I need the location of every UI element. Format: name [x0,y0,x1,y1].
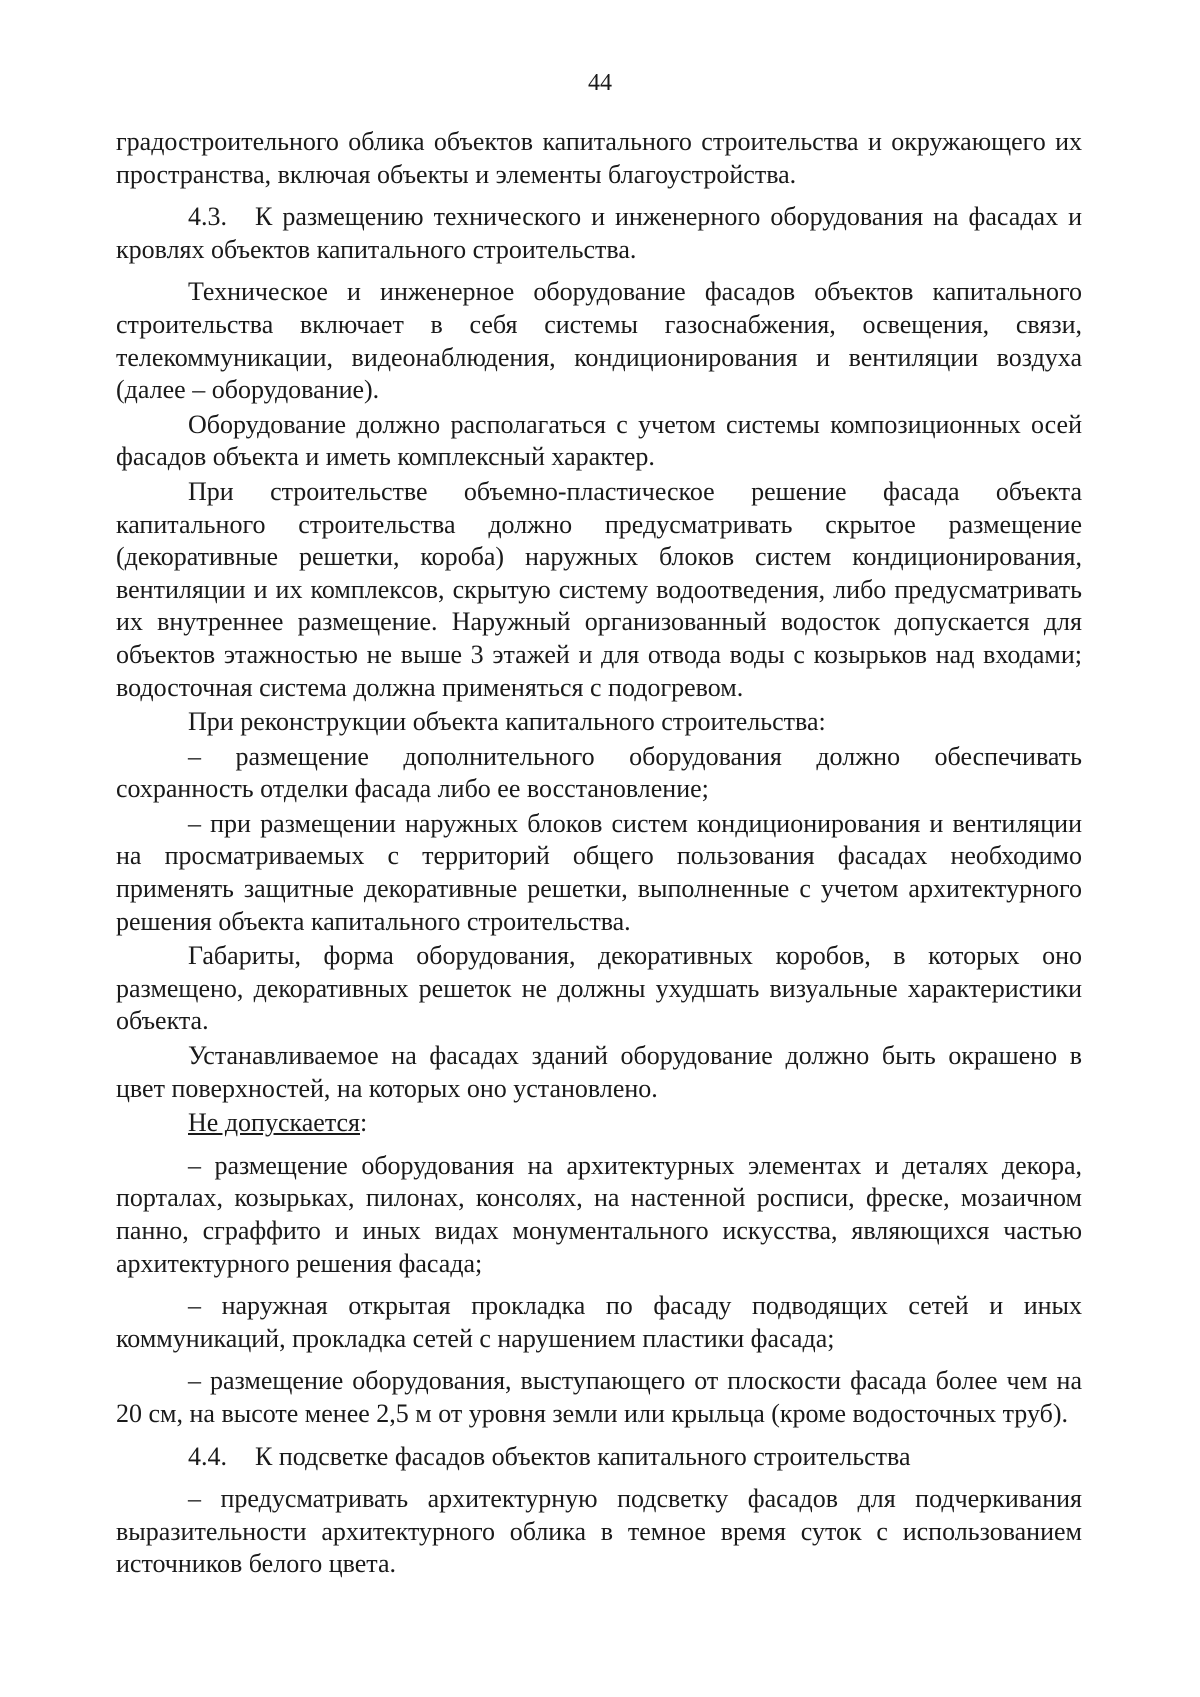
list-item-protective-grilles: – при размещении наружных блоков систем кондиционирования и вентиляции на просматриваемых с территорий общего пользования фасадах необходимо применять защитные декоративные решетки, выполненные с учетом архитектурного решения объекта капитального строительства. [116,808,1082,936]
not-allowed-colon: : [360,1108,368,1138]
paragraph-reconstruction: При реконструкции объекта капитального строительства: [188,707,826,737]
paragraph-painting: Устанавливаемое на фасадах зданий оборудование должно быть окрашено в цвет поверхностей, на которых оно установлено. [116,1041,1082,1103]
paragraph-dimensions: Габариты, форма оборудования, декоративных коробов, в которых оно размещено, декоративных решеток не должны ухудшать визуальные характеристики объекта. [116,941,1082,1036]
section-4-3-heading [116,201,1082,266]
paragraph-construction: При строительстве объемно-пластическое решение фасада объекта капитального строительства должно предусматривать скрытое размещение (декоративные решетки, короба) наружных блоков систем кондиционирования, вентиляции и их комплексов, скрытую систему водоотведения, либо предусматривать их внутреннее размещение. Наружный организованный водосток допускается для объектов этажностью не выше 3 этажей и для отвода воды с козырьков над входами; водосточная система должна применяться с подогревом. [116,476,1082,702]
not-allowed-label: Не допускается [188,1108,360,1138]
page-number: 44 [588,70,612,96]
paragraph-equipment-definition: Техническое и инженерное оборудование фасадов объектов капитального строительства включает в себя системы газоснабжения, освещения, связи, телекоммуникации, видеонаблюдения, кондиционирования и вентиляции воздуха (далее – оборудование). [116,277,1082,405]
list-item-protruding-equipment: – размещение оборудования, выступающего от плоскости фасада более чем на 20 см, на высоте менее 2,5 м от уровня земли или крыльца (кроме водосточных труб). [116,1366,1082,1428]
section-number: 4.3. [188,202,227,232]
list-item-facade-lighting: – предусматривать архитектурную подсветку фасадов для подчеркивания выразительности архитектурного облика в темное время суток с использованием источников белого цвета. [116,1484,1082,1579]
paragraph-composition-axes: Оборудование должно располагаться с учетом системы композиционных осей фасадов объекта и иметь комплексный характер. [116,409,1082,472]
section-title: К размещению технического и инженерного оборудования на фасадах и кровлях объектов капитального строительства. [116,202,1082,264]
list-item-open-wiring: – наружная открытая прокладка по фасаду подводящих сетей и иных коммуникаций, прокладка сетей с нарушением пластики фасада; [116,1291,1082,1353]
section-4-4-heading [116,1441,1082,1474]
list-item-decor-placement: – размещение оборудования на архитектурных элементах и деталях декора, порталах, козырьках, пилонах, консолях, на настенной росписи, фреске, мозаичном панно, сграффито и иных видах монументального искусства, являющихся частью архитектурного решения фасада; [116,1150,1082,1278]
paragraph-not-allowed [116,1107,1082,1140]
section-title: К подсветке фасадов объектов капитального строительства [255,1441,911,1471]
document-body [116,126,1082,1581]
list-item-additional-equipment: – размещение дополнительного оборудования должно обеспечивать сохранность отделки фасада либо ее восстановление; [116,741,1082,804]
section-number: 4.4. [188,1441,227,1471]
paragraph-continuation: градостроительного облика объектов капитального строительства и окружающего их пространства, включая объекты и элементы благоустройства. [116,127,1082,189]
